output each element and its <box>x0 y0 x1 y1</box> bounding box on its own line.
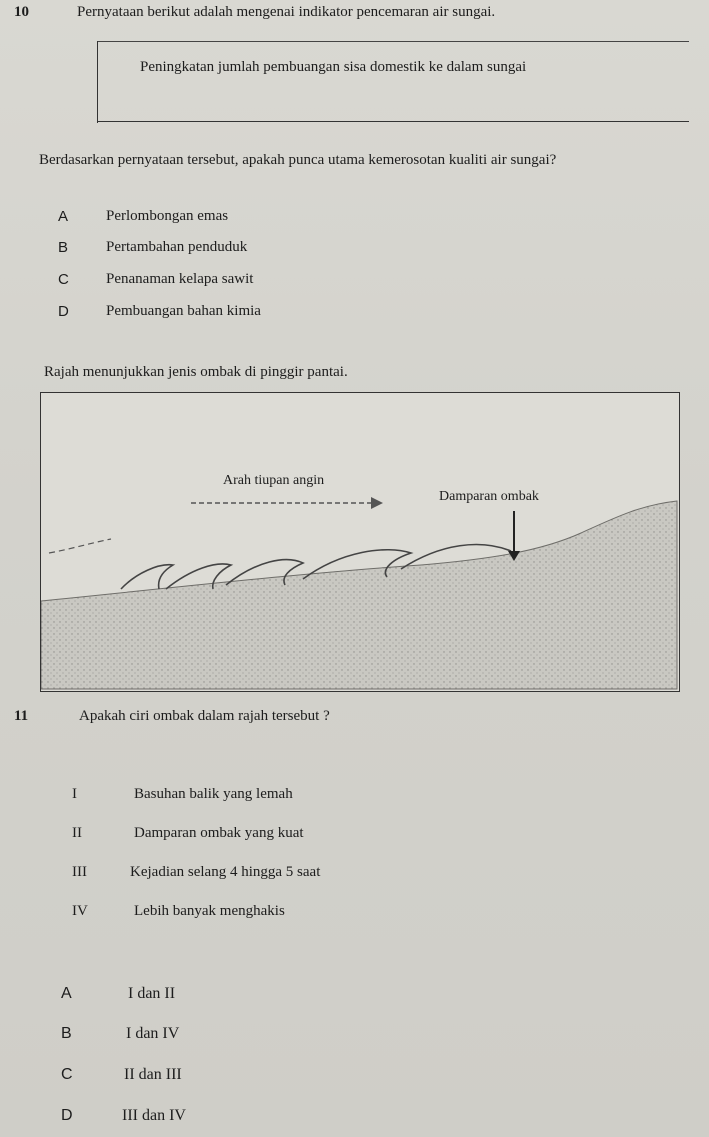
question-11-number: 11 <box>14 708 29 724</box>
wave-1 <box>121 565 173 589</box>
q11-option-b-letter: B <box>61 1025 72 1042</box>
statement-ii-text: Damparan ombak yang kuat <box>134 825 304 841</box>
sea-bed <box>41 501 677 689</box>
statement-iv-numeral: IV <box>72 903 88 919</box>
breaker-label: Damparan ombak <box>439 489 539 504</box>
diagram-intro: Rajah menunjukkan jenis ombak di pinggir pantai. <box>44 364 348 380</box>
q10-option-a-text: Perlombongan emas <box>106 208 229 224</box>
q11-option-a-letter: A <box>61 985 72 1002</box>
question-10-number: 10 <box>14 4 29 20</box>
q10-option-c-text: Penanaman kelapa sawit <box>106 271 254 287</box>
statement-i-numeral: I <box>72 786 77 802</box>
q11-option-d-letter: D <box>61 1107 73 1124</box>
q11-option-d-text: III dan IV <box>122 1107 186 1124</box>
statement-i-text: Basuhan balik yang lemah <box>134 786 293 802</box>
statement-ii-numeral: II <box>72 825 82 841</box>
statement-text: Peningkatan jumlah pembuangan sisa domestik ke dalam sungai <box>140 59 527 75</box>
q11-option-a-text: I dan II <box>128 985 176 1002</box>
wave-diagram-drawing <box>41 393 679 691</box>
statement-box-left-border <box>97 41 98 123</box>
question-10-stem: Berdasarkan pernyataan tersebut, apakah punca utama kemerosotan kualiti air sungai? <box>39 152 557 168</box>
q10-option-b-text: Pertambahan penduduk <box>106 239 248 255</box>
statement-box-bottom-border <box>97 121 689 122</box>
q11-option-c-letter: C <box>61 1066 73 1083</box>
q10-option-b-letter: B <box>58 239 69 256</box>
statement-iii-text: Kejadian selang 4 hingga 5 saat <box>130 864 321 880</box>
statement-iii-numeral: III <box>72 864 87 880</box>
q10-option-d-letter: D <box>58 303 69 320</box>
statement-box-top-border <box>97 41 689 42</box>
q11-option-c-text: II dan III <box>124 1066 182 1083</box>
q10-option-a-letter: A <box>58 208 69 225</box>
question-11-stem: Apakah ciri ombak dalam rajah tersebut ? <box>79 708 330 724</box>
q11-option-b-text: I dan IV <box>126 1025 180 1042</box>
q10-option-c-letter: C <box>58 271 69 288</box>
wind-direction-label: Arah tiupan angin <box>223 473 325 488</box>
wind-arrow-head <box>371 497 383 509</box>
q10-option-d-text: Pembuangan bahan kimia <box>106 303 261 319</box>
question-10-intro: Pernyataan berikut adalah mengenai indikator pencemaran air sungai. <box>77 4 496 20</box>
statement-iv-text: Lebih banyak menghakis <box>134 903 285 919</box>
water-surface <box>49 539 111 553</box>
wave-diagram <box>40 392 680 692</box>
